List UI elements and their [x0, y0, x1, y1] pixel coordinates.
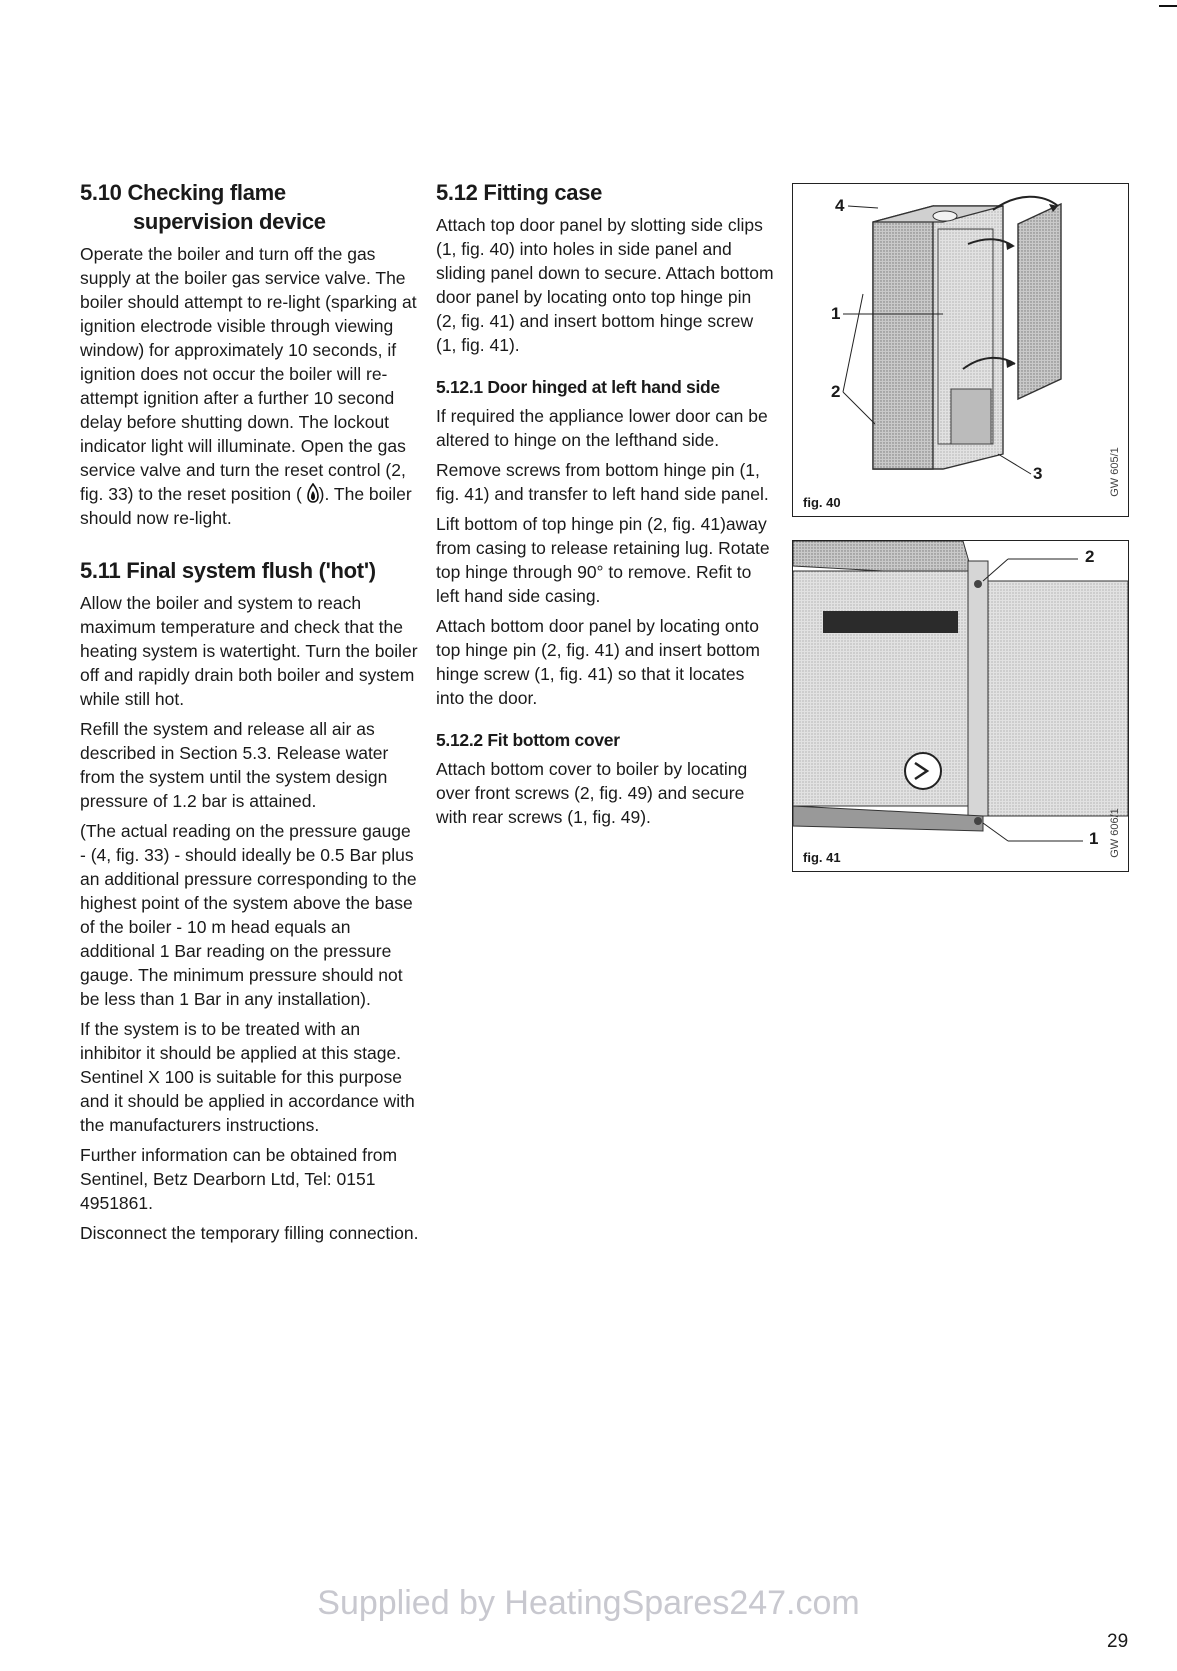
section-5-11-p4: If the system is to be treated with an inhibitor it should be applied at this stage. Sentinel X 100 is suitable for this purpose and it should be applied in accordance with the manufacturers instructions.	[80, 1019, 415, 1135]
footer-watermark: Supplied by HeatingSpares247.com	[317, 1584, 860, 1622]
figure-40-illustration	[793, 184, 1128, 516]
section-5-10-paragraph	[80, 242, 420, 530]
section-5-11-p5: Further information can be obtained from Sentinel, Betz Dearborn Ltd, Tel: 0151 4951861.	[80, 1145, 398, 1213]
section-5-12-2-p1: Attach bottom cover to boiler by locating over front screws (2, fig. 49) and secure with rear screws (1, fig. 49).	[436, 759, 748, 827]
fig41-callout-2: 2	[1085, 547, 1095, 566]
section-5-10-text-b: ). The boiler should now re-light.	[80, 484, 412, 528]
figure-41	[792, 540, 1129, 872]
section-5-12-p1: Attach top door panel by slotting side clips (1, fig. 40) into holes in side panel and sliding panel down to secure. Attach bottom door panel by locating onto top hinge pin (2, fig. 41) and insert bottom hinge screw (1, fig. 41).	[436, 215, 774, 355]
fig40-label: fig. 40	[803, 495, 841, 510]
section-5-12-1-p2: Remove screws from bottom hinge pin (1, fig. 41) and transfer to left hand side panel.	[436, 460, 769, 504]
fig41-callout-1: 1	[1089, 829, 1099, 848]
section-5-10-number: 5.10	[80, 180, 122, 205]
section-5-10-title-line1: Checking flame	[127, 180, 286, 205]
fig41-code: GW 606/1	[1109, 808, 1122, 858]
section-5-11-heading: 5.11 Final system flush ('hot')	[80, 558, 376, 583]
section-5-10-heading	[80, 178, 420, 236]
fig40-code: GW 605/1	[1109, 447, 1122, 497]
section-5-12-heading: 5.12 Fitting case	[436, 180, 603, 205]
section-5-12-1-heading: 5.12.1 Door hinged at left hand side	[436, 377, 720, 397]
fig41-label: fig. 41	[803, 850, 841, 865]
figure-40	[792, 183, 1129, 517]
section-5-12-1-p3: Lift bottom of top hinge pin (2, fig. 41)away from casing to release retaining lug. Rotate top hinge through 90° to remove. Refit to left hand side casing.	[436, 514, 770, 606]
section-5-10-title-line2: supervision device	[133, 209, 326, 234]
left-column	[80, 178, 420, 1251]
fig40-callout-4: 4	[835, 196, 845, 215]
section-5-11-p3: (The actual reading on the pressure gauge - (4, fig. 33) - should ideally be 0.5 Bar plus an additional pressure corresponding to the highest point of the system above the base of the boiler - 10 m head equals an additional 1 Bar reading on the pressure gauge. The minimum pressure should not be less than 1 Bar in any installation).	[80, 821, 417, 1009]
section-5-12-1-p1: If required the appliance lower door can be altered to hinge on the lefthand side.	[436, 406, 768, 450]
section-5-12-2-heading: 5.12.2 Fit bottom cover	[436, 730, 620, 750]
reset-position-icon	[307, 483, 319, 503]
section-5-11-p6: Disconnect the temporary filling connection.	[80, 1223, 419, 1243]
section-5-10-text-a: Operate the boiler and turn off the gas supply at the boiler gas service valve. The boiler should attempt to re-light (sparking at ignition electrode visible through viewing window) for approximately 10 seconds, if ignition does not occur the boiler will re-attempt ignition after a further 10 second delay before shutting down. The lockout indicator light will illuminate. Open the gas service valve and turn the reset control (2, fig. 33) to the reset position (	[80, 244, 417, 504]
figure-41-illustration	[793, 541, 1128, 871]
section-5-12-1-p4: Attach bottom door panel by locating onto top hinge pin (2, fig. 41) and insert bottom hinge screw (1, fig. 41) so that it locates into the door.	[436, 616, 760, 708]
page-number: 29	[1107, 1631, 1129, 1652]
section-5-11-p2: Refill the system and release all air as described in Section 5.3. Release water from the system until the system design pressure of 1.2 bar is attained.	[80, 719, 389, 811]
fig40-callout-2: 2	[831, 382, 841, 401]
corner-crop-mark	[1159, 5, 1177, 7]
section-5-11-p1: Allow the boiler and system to reach maximum temperature and check that the heating system is watertight. Turn the boiler off and rapidly drain both boiler and system while still hot.	[80, 593, 418, 709]
fig40-callout-3: 3	[1033, 464, 1043, 483]
middle-column	[436, 178, 776, 835]
fig40-callout-1: 1	[831, 304, 841, 323]
